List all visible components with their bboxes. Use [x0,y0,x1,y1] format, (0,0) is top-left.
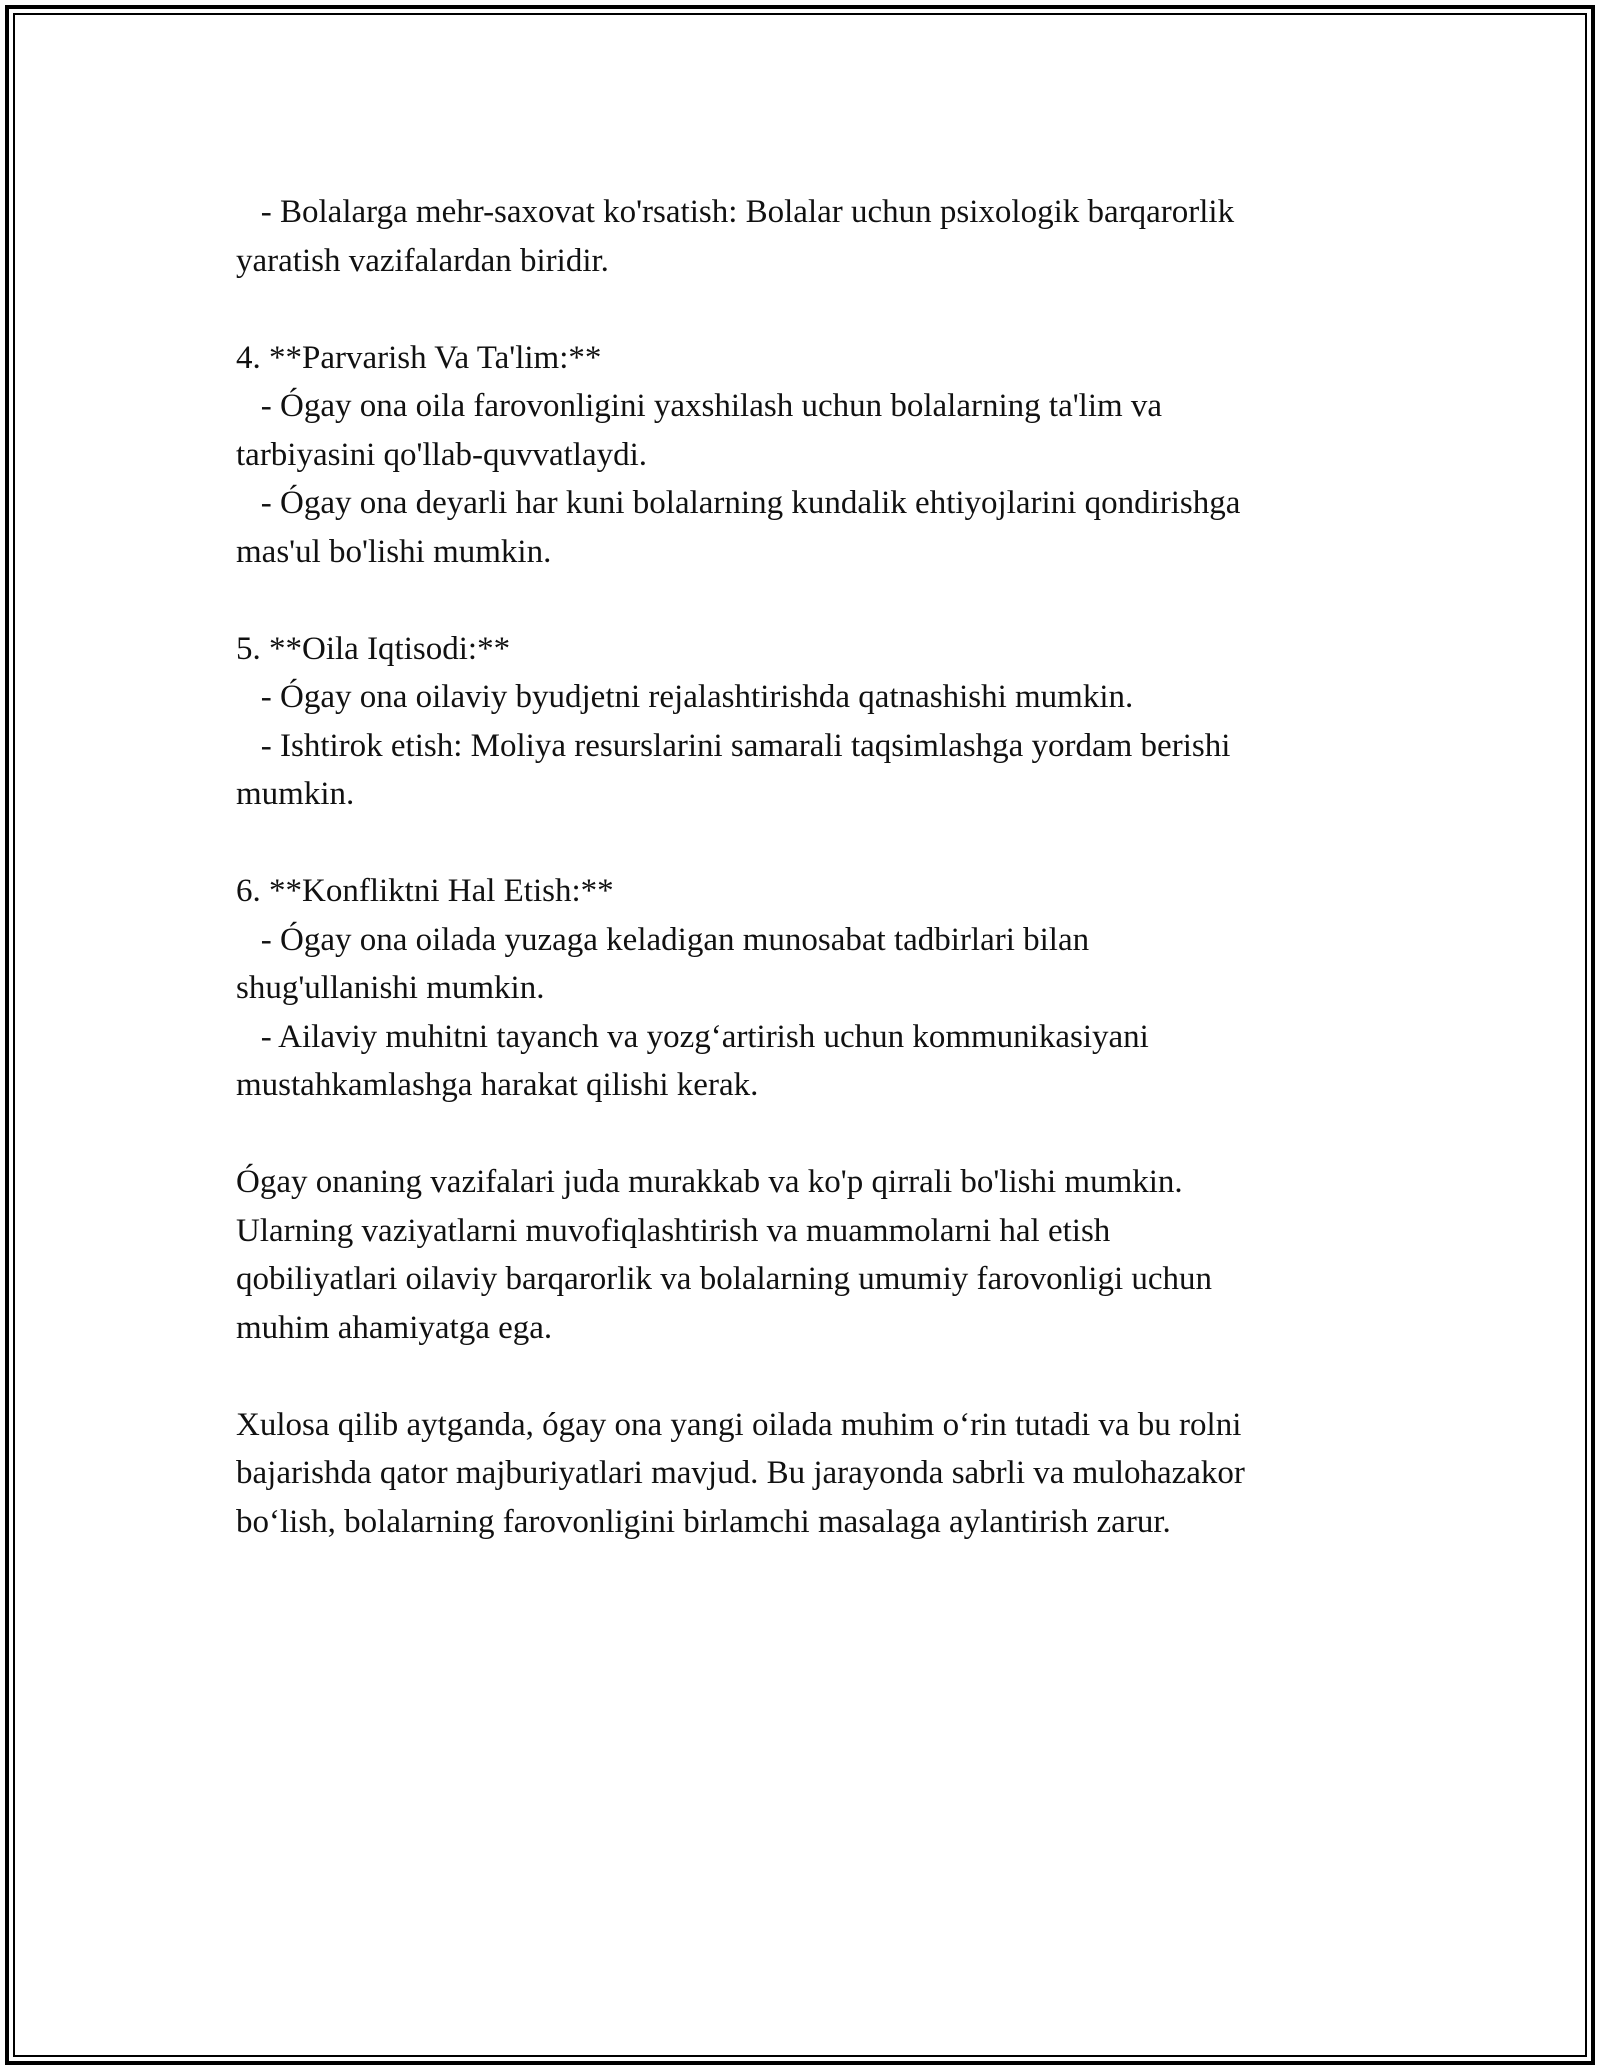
text-line: Xulosa qilib aytganda, ógay ona yangi oilada muhim o‘rin tutadi va bu rolni [236,1406,1242,1443]
blank-line [236,819,1366,868]
document-body [236,188,1366,1546]
text-line: tarbiyasini qo'llab-quvvatlaydi. [236,436,648,473]
blank-line [236,1110,1366,1159]
text-line: muhim ahamiyatga ega. [236,1309,553,1346]
section-heading: 4. **Parvarish Va Ta'lim:** [236,339,602,376]
text-line: - Ishtirok etish: Moliya resurslarini samarali taqsimlashga yordam berishi [236,727,1231,764]
text-line: yaratish vazifalardan biridir. [236,242,609,279]
blank-line [236,285,1366,334]
text-line: - Ógay ona oila farovonligini yaxshilash uchun bolalarning ta'lim va [236,388,1163,424]
text-line: qobiliyatlari oilaviy barqarorlik va bolalarning umumiy farovonligi uchun [236,1261,1213,1297]
text-line: bo‘lish, bolalarning farovonligini birlamchi masalaga aylantirish zarur. [236,1503,1171,1540]
text-line: mas'ul bo'lishi mumkin. [236,533,552,570]
text-line: Ularning vaziyatlarni muvofiqlashtirish va muammolarni hal etish [236,1212,1111,1249]
text-line: mumkin. [236,776,355,812]
summary-paragraph [236,1158,1366,1352]
blank-line [236,1352,1366,1401]
text-line: Ógay onaning vazifalari juda murakkab va ko'p qirrali bo'lishi mumkin. [236,1164,1183,1200]
text-line: - Bolalarga mehr-saxovat ko'rsatish: Bolalar uchun psixologik barqarorlik [236,194,1235,230]
section-heading: 5. **Oila Iqtisodi:** [236,630,511,667]
intro-list-item [236,188,1366,285]
section-5 [236,625,1366,819]
section-4 [236,334,1366,577]
section-6 [236,867,1366,1110]
text-line: - Ógay ona deyarli har kuni bolalarning kundalik ehtiyojlarini qondirishga [236,485,1241,521]
text-line: shug'ullanishi mumkin. [236,970,545,1006]
blank-line [236,576,1366,625]
text-line: mustahkamlashga harakat qilishi kerak. [236,1067,759,1103]
text-line: - Ógay ona oilada yuzaga keladigan munosabat tadbirlari bilan [236,921,1090,958]
section-heading: 6. **Konfliktni Hal Etish:** [236,873,614,909]
text-line: - Ailaviy muhitni tayanch va yozg‘artirish uchun kommunikasiyani [236,1018,1149,1055]
text-line: bajarishda qator majburiyatlari mavjud. Bu jarayonda sabrli va mulohazakor [236,1455,1245,1491]
conclusion-paragraph [236,1401,1366,1547]
text-line: - Ógay ona oilaviy byudjetni rejalashtirishda qatnashishi mumkin. [236,679,1134,715]
